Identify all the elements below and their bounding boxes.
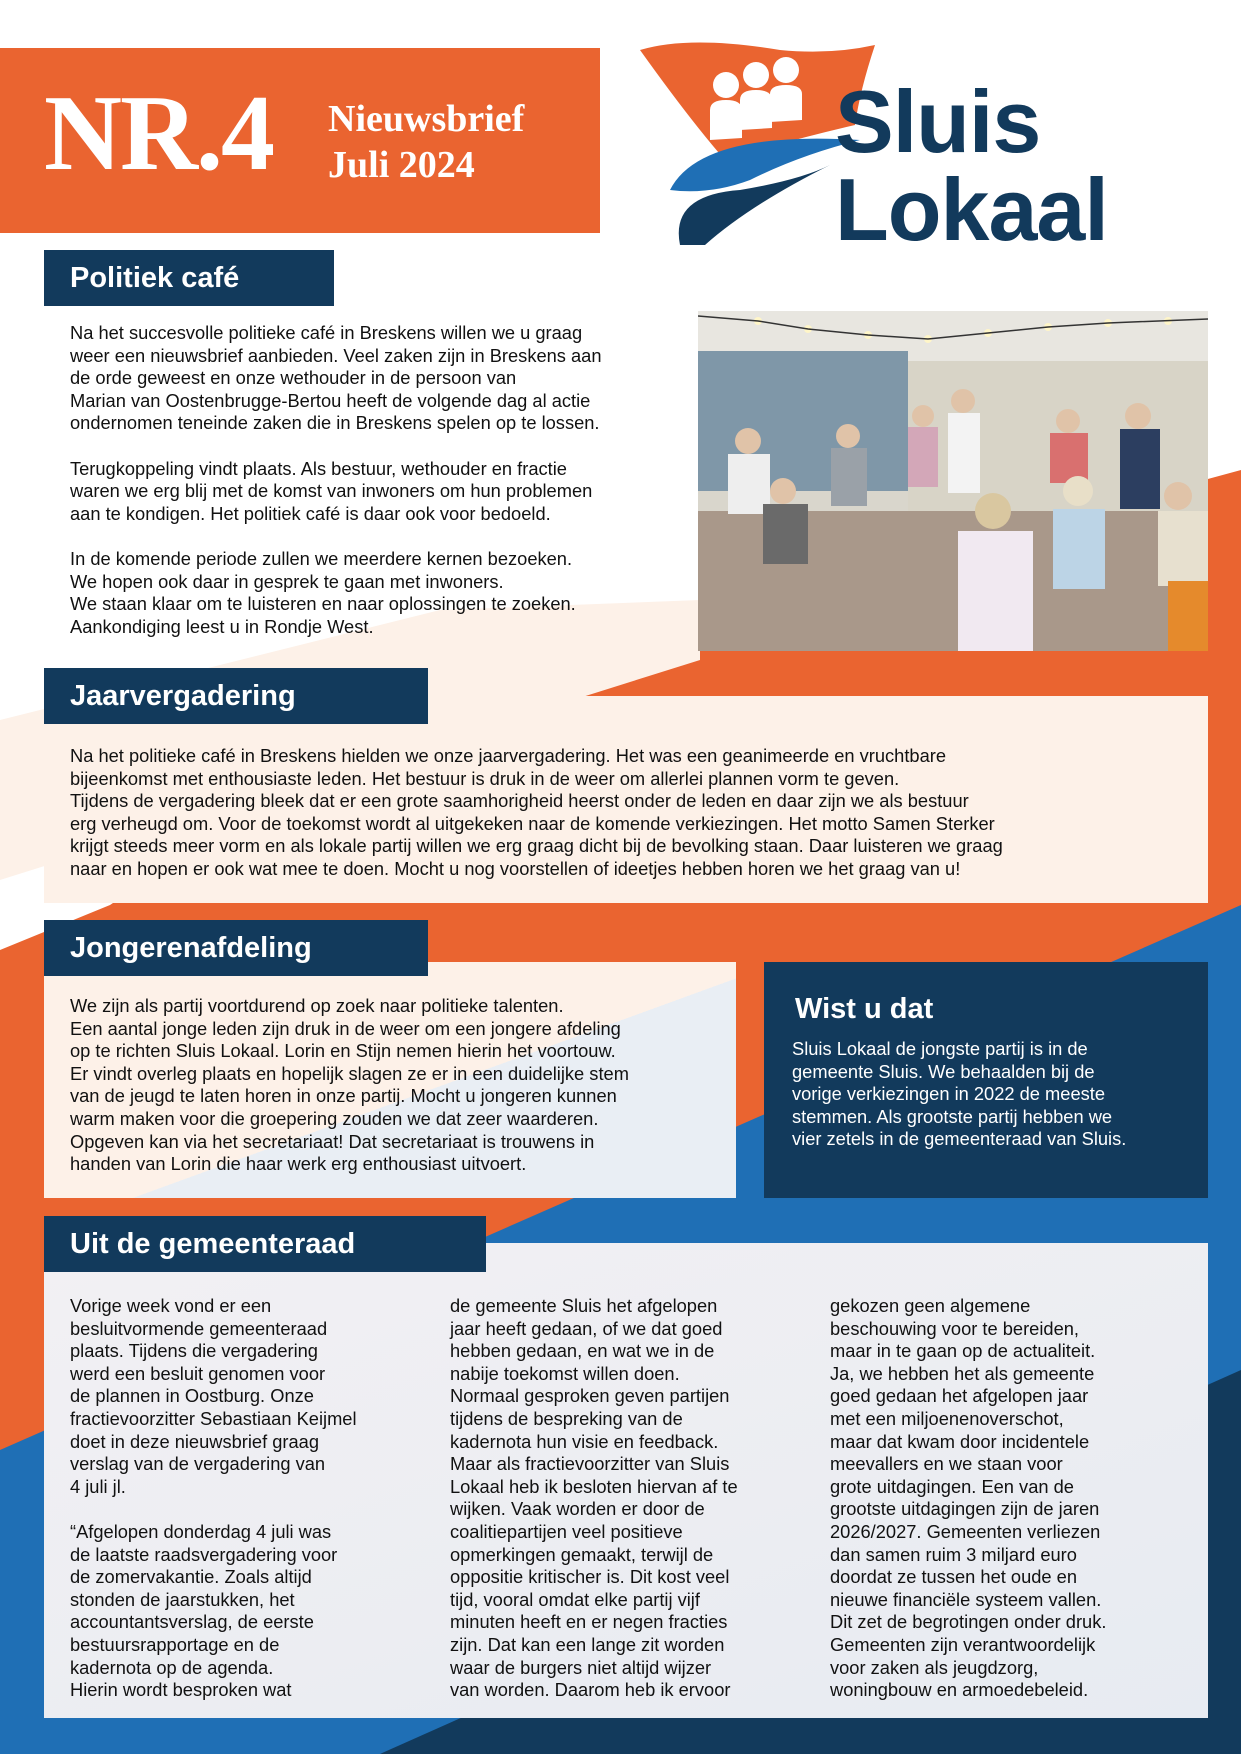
section-title-jongerenafdeling: Jongerenafdeling <box>44 920 428 976</box>
section-title-politiek-cafe: Politiek café <box>44 250 334 306</box>
wist-u-dat-title: Wist u dat <box>795 993 934 1025</box>
jaarvergadering-text: Na het politieke café in Breskens hielden we onze jaarvergadering. Het was een geanimeerde en vruchtbare bijeenkomst met enthousiaste leden. Het bestuur is druk in de weer om allerlei plannen vorm te geven. Tijdens de vergadering bleek dat er een grote saamhorigheid heerst onder de leden en daar zijn we als bestuur erg verheugd om. Voor de toekomst wordt al uitgekeken naar de komende verkiezingen. Het motto Samen Sterker krijgt steeds meer vorm en als lokale partij willen we erg graag dicht bij de bevolking staan. Daar luisteren we graag naar en hopen er ook wat mee te doen. Mocht u nog voorstellen of ideetjes hebben horen we het graag van u! <box>70 745 1003 879</box>
issue-label: Nieuwsbrief <box>328 98 525 140</box>
gemeenteraad-column-2: de gemeente Sluis het afgelopen jaar heeft gedaan, of we dat goed hebben gedaan, en wat we in de nabije toekomst willen doen. Normaal gesproken geven partijen tijdens de bespreking van de kadernota hun visie en feedback. Maar als fractievoorzitter van Sluis Lokaal heb ik besloten hiervan af te wijken. Vaak worden er door de coalitiepartijen veel positieve opmerkingen gemaakt, terwijl de oppositie kritischer is. Dit kost veel tijd, vooral omdat elke partij vijf minuten heeft en er negen fracties zijn. Dat kan een lange zit worden waar de burgers niet altijd wijzer van worden. Daarom heb ik ervoor <box>450 1295 738 1701</box>
logo-head-1 <box>713 72 739 98</box>
issue-month: Juli 2024 <box>328 144 475 186</box>
brand-name <box>835 72 1108 259</box>
issue-date <box>328 96 524 188</box>
logo-body-3 <box>770 85 802 122</box>
meeting-photo <box>698 311 1208 651</box>
photo-illustration <box>698 311 1208 651</box>
brand-line-sluis: Sluis <box>835 72 1041 171</box>
gemeenteraad-column-3: gekozen geen algemene beschouwing voor te bereiden, maar in te gaan op de actualiteit. Ja, we hebben het als gemeente goed gedaan het afgelopen jaar met een miljoenenoverschot, maar dat kwam door incidentele meevallers en we staan voor grote uitdagingen. Een van de grootste uitdagingen zijn de jaren 2026/2027. Gemeenten verliezen dan samen ruim 3 miljard euro doordat ze tussen het oude en nieuwe financiële systeem vallen. Dit zet de begrotingen onder druk. Gemeenten zijn verantwoordelijk voor zaken als jeugdzorg, woningbouw en armoedebeleid. <box>830 1295 1107 1701</box>
brand-line-lokaal: Lokaal <box>835 160 1108 259</box>
logo-head-3 <box>773 57 799 83</box>
logo-wave-blue <box>670 139 860 192</box>
gemeenteraad-column-1: Vorige week vond er een besluitvormende gemeenteraad plaats. Tijdens die vergadering werd een besluit genomen voor de plannen in Oostburg. Onze fractievoorzitter Sebastiaan Keijmel doet in deze nieuwsbrief graag verslag van de vergadering van 4 juli jl. “Afgelopen donderdag 4 juli was de laatste raadsvergadering voor de zomervakantie. Zoals altijd stonden de jaarstukken, het accountantsverslag, de eerste bestuursrapportage en de kadernota op de agenda. Hierin wordt besproken wat <box>70 1295 357 1701</box>
section-title-gemeenteraad: Uit de gemeenteraad <box>44 1216 486 1272</box>
section-title-jaarvergadering: Jaarvergadering <box>44 668 428 724</box>
logo-body-1 <box>710 100 742 140</box>
jongeren-text: We zijn als partij voortdurend op zoek naar politieke talenten. Een aantal jonge leden zijn druk in de weer om een jongere afdeling op te richten Sluis Lokaal. Lorin en Stijn nemen hierin het voortouw. Er vindt overleg plaats en hopelijk slagen ze er in een duidelijke stem van de jeugd te laten horen in onze partij. Mocht u jongeren kunnen warm maken voor die groepering zouden we dat zeer waarderen. Opgeven kan via het secretariaat! Dat secretariaat is trouwens in handen van Lorin die haar werk erg enthousiast uitvoert. <box>70 995 629 1175</box>
politiek-cafe-text: Na het succesvolle politieke café in Breskens willen we u graag weer een nieuwsbrief aanbieden. Veel zaken zijn in Breskens aan de orde geweest en onze wethouder in de persoon van Marian van Oostenbrugge-Bertou heeft de volgende dag al actie ondernomen teneinde zaken die in Breskens spelen op te lossen. Terugkoppeling vindt plaats. Als bestuur, wethouder en fractie waren we erg blij met de komst van inwoners om hun problemen aan te kondigen. Het politiek café is daar ook voor bedoeld. In de komende periode zullen we meerdere kernen bezoeken. We hopen ook daar in gesprek te gaan met inwoners. We staan klaar om te luisteren en naar oplossingen te zoeken. Aankondiging leest u in Rondje West. <box>70 322 602 637</box>
logo-head-2 <box>743 62 769 88</box>
issue-number: NR.4 <box>44 74 273 193</box>
logo-body-2 <box>740 90 772 130</box>
wist-u-dat-text: Sluis Lokaal de jongste partij is in de gemeente Sluis. We behaalden bij de vorige verkiezingen in 2022 de meeste stemmen. Als grootste partij hebben we vier zetels in de gemeenteraad van Sluis. <box>792 1038 1127 1150</box>
